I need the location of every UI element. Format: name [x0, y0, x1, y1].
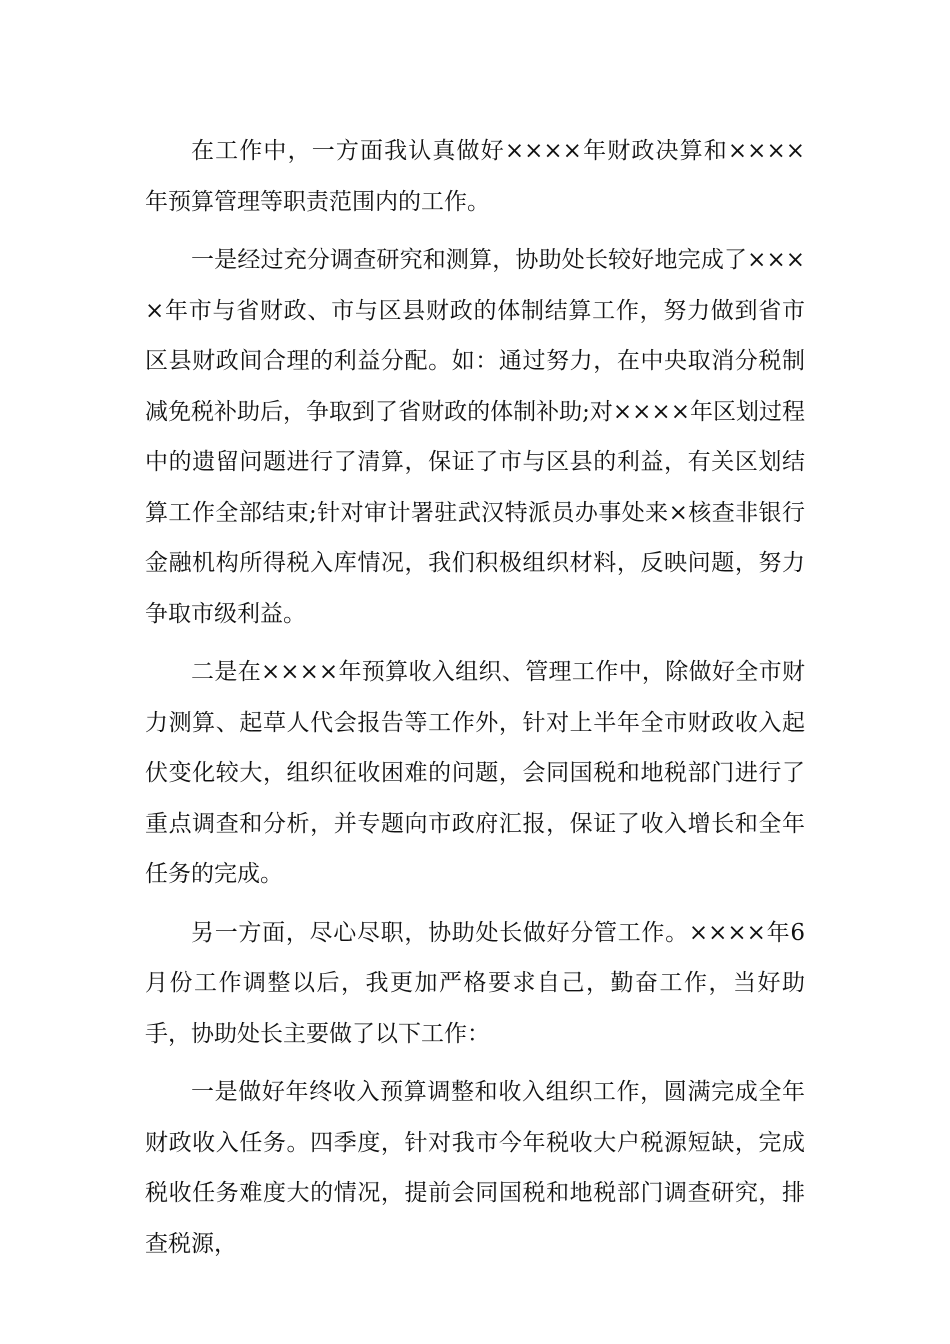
- paragraph-4: 另一方面，尽心尽职，协助处长做好分管工作。××××年6月份工作调整以后，我更加严格要求自己，勤奋工作，当好助手，协助处长主要做了以下工作：: [145, 919, 805, 1047]
- paragraph-3: 二是在××××年预算收入组织、管理工作中，除做好全市财力测算、起草人代会报告等工作外，针对上半年全市财政收入起伏变化较大，组织征收困难的问题，会同国税和地税部门进行了重点调查和分析，并专题向市政府汇报，保证了收入增长和全年任务的完成。: [145, 659, 805, 887]
- document-body: [145, 126, 805, 1277]
- paragraph-5: 一是做好年终收入预算调整和收入组织工作，圆满完成全年财政收入任务。四季度，针对我市今年税收大户税源短缺，完成税收任务难度大的情况，提前会同国税和地税部门调查研究，排查税源，: [145, 1079, 805, 1257]
- paragraph-1: 在工作中，一方面我认真做好××××年财政决算和××××年预算管理等职责范围内的工作。: [145, 138, 805, 215]
- paragraph-2: 一是经过充分调查研究和测算，协助处长较好地完成了××××年市与省财政、市与区县财政的体制结算工作，努力做到省市区县财政间合理的利益分配。如：通过努力，在中央取消分税制减免税补助后，争取到了省财政的体制补助;对××××年区划过程中的遗留问题进行了清算，保证了市与区县的利益，有关区划结算工作全部结束;针对审计署驻武汉特派员办事处来×核查非银行金融机构所得税入库情况，我们积极组织材料，反映问题，努力争取市级利益。: [145, 247, 805, 627]
